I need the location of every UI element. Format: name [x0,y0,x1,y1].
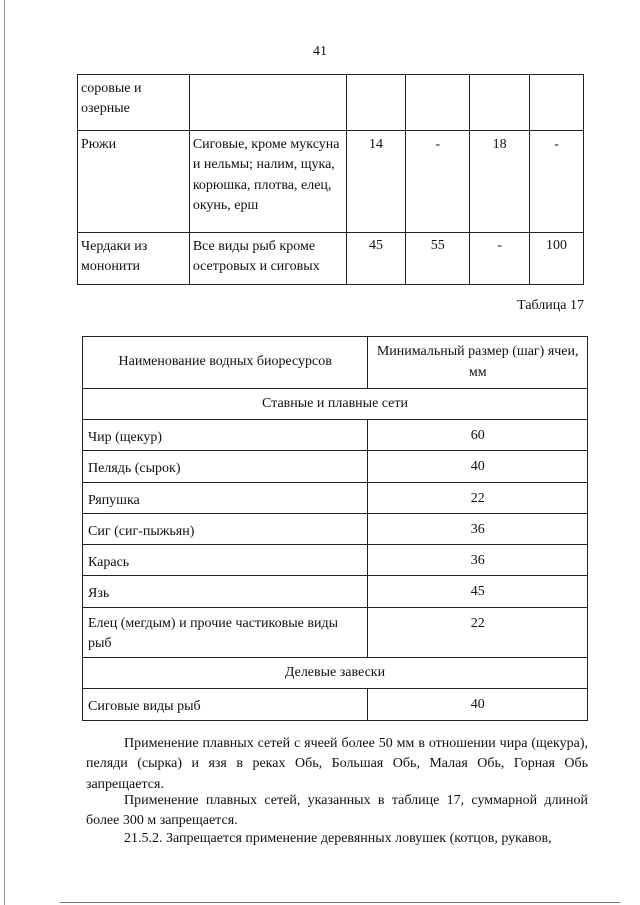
mesh-value-cell: 36 [368,513,588,544]
fish-species-cell: Сиговые, кроме муксуна и нельмы; налим, щука, корюшка, плотва, елец, окунь, ерш [189,131,346,233]
value-cell: - [530,131,584,233]
body-paragraph: Применение плавных сетей с ячеей более 50 мм в отношении чира (щекура), пеляди (сырка) и язя в реках Обь, Большая Обь, Малая Обь, Горная Обь запрещается. [86,736,588,792]
table-row [83,482,588,513]
species-cell: Чир (щекур) [83,420,368,451]
mesh-value-cell: 36 [368,545,588,576]
section-title: Ставные и плавные сети [83,389,588,420]
value-cell: 18 [470,131,530,233]
section-row [83,657,588,688]
table-row [83,688,588,720]
mesh-value-cell: 22 [368,607,588,657]
mesh-value-cell: 45 [368,576,588,607]
gear-mesh-table-continued [77,74,584,285]
table-header-row [83,337,588,389]
value-cell: 100 [530,233,584,285]
mesh-value-cell: 40 [368,688,588,720]
body-paragraph: Применение плавных сетей, указанных в таблице 17, суммарной длиной более 300 м запрещается. [86,793,588,829]
table-row [78,131,584,233]
scan-edge-line [4,0,5,905]
column-header-species: Наименование водных биоресурсов [83,337,368,389]
species-cell: Пелядь (сырок) [83,451,368,482]
fish-species-cell: Все виды рыб кроме осетровых и сиговых [189,233,346,285]
species-cell: Карась [83,545,368,576]
scan-bottom-line [60,902,620,903]
mesh-value-cell: 60 [368,420,588,451]
species-cell: Сиговые виды рыб [83,688,368,720]
species-cell: Елец (мегдым) и прочие частиковые виды рыб [83,607,368,657]
section-title: Делевые завески [83,657,588,688]
species-cell: Язь [83,576,368,607]
section-row [83,389,588,420]
body-paragraph: 21.5.2. Запрещается применение деревянных ловушек (котцов, рукавов, [124,831,552,846]
value-cell: 14 [346,131,406,233]
value-cell [346,75,406,131]
value-cell: - [470,233,530,285]
column-header-mesh-size: Минимальный размер (шаг) ячеи, мм [368,337,588,389]
table-row [83,545,588,576]
table-row [83,513,588,544]
gear-name-cell: Рюжи [78,131,190,233]
fish-species-cell [189,75,346,131]
table-17 [82,336,588,721]
value-cell [470,75,530,131]
mesh-value-cell: 40 [368,451,588,482]
table-row [78,233,584,285]
table-row [83,420,588,451]
table-caption: Таблица 17 [517,298,584,313]
gear-name-cell: Чердаки из мононити [78,233,190,285]
value-cell [530,75,584,131]
table-row [83,607,588,657]
page-number: 41 [313,44,327,59]
species-cell: Ряпушка [83,482,368,513]
value-cell: 45 [346,233,406,285]
table-row [78,75,584,131]
table-row [83,451,588,482]
gear-name-cell: соровые и озерные [78,75,190,131]
species-cell: Сиг (сиг-пыжьян) [83,513,368,544]
table-row [83,576,588,607]
mesh-value-cell: 22 [368,482,588,513]
value-cell: - [406,131,470,233]
value-cell: 55 [406,233,470,285]
value-cell [406,75,470,131]
